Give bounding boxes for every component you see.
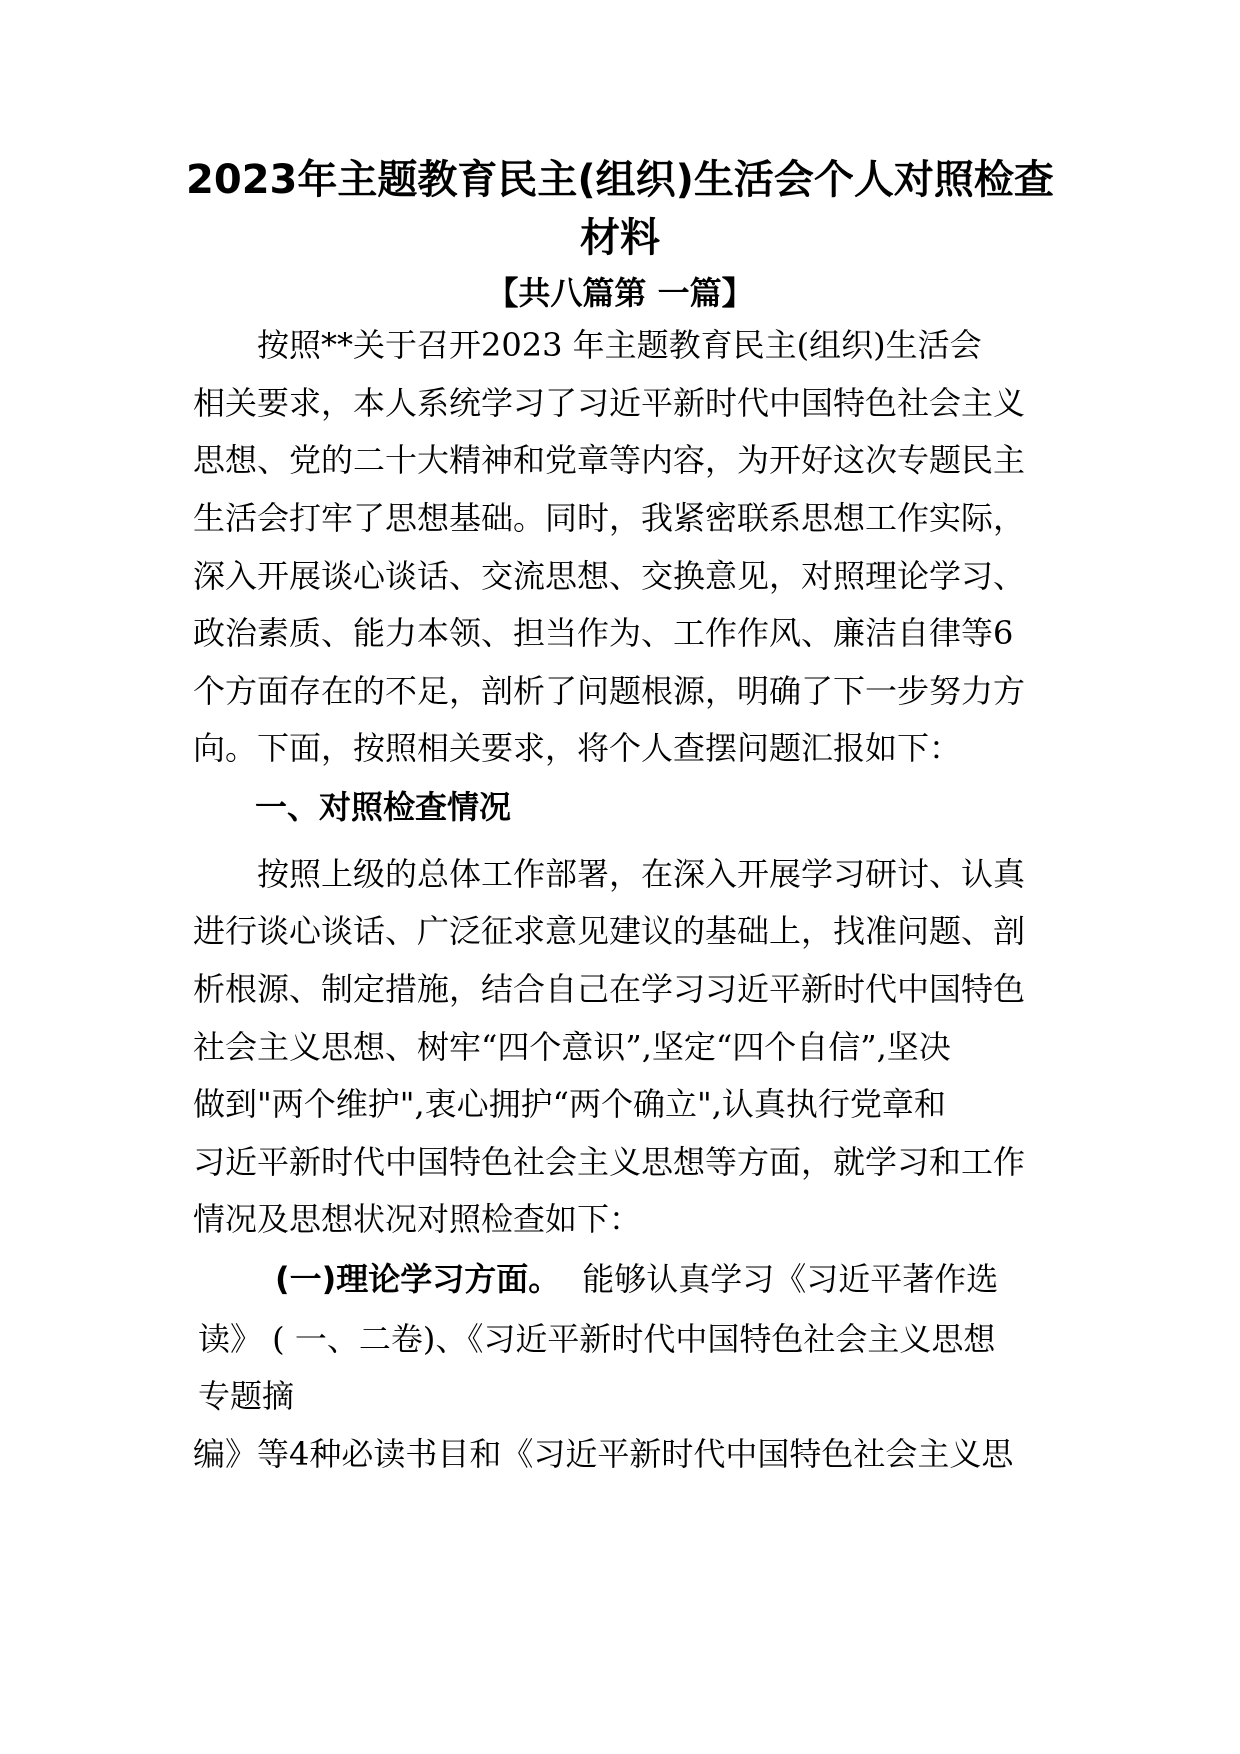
document-title-line-2: 材料 — [580, 215, 660, 261]
section-line: 按照上级的总体工作部署，在深入开展学习研讨、认真 — [193, 855, 1026, 893]
section-line: 进行谈心谈话、广泛征求意见建议的基础上，找准问题、剖 — [193, 912, 1026, 950]
subsection-heading-line — [275, 1251, 998, 1307]
section-heading: 一、对照检查情况 — [255, 788, 512, 826]
intro-line: 深入开展谈心谈话、交流思想、交换意见，对照理论学习、 — [193, 557, 1026, 595]
intro-line: 相关要求，本人系统学习了习近平新时代中国特色社会主义 — [193, 384, 1026, 422]
intro-line: 向。下面，按照相关要求，将个人查摆问题汇报如下： — [193, 729, 962, 767]
subsection-line: 编》等4种必读书目和《习近平新时代中国特色社会主义思 — [193, 1435, 1014, 1473]
intro-line: 按照**关于召开2023 年主题教育民主(组织)生活会 — [193, 326, 982, 364]
document-subtitle: 【共八篇第 一篇】 — [486, 274, 754, 312]
section-line: 做到"两个维护",衷心拥护“两个确立",认真执行党章和 — [193, 1085, 946, 1123]
subsection-heading: (一)理论学习方面。 — [275, 1260, 561, 1298]
section-line: 社会主义思想、树牢“四个意识”,坚定“四个自信”,坚决 — [193, 1028, 951, 1066]
section-line: 析根源、制定措施，结合自己在学习习近平新时代中国特色 — [193, 970, 1026, 1008]
document-title-line-1: 2023年主题教育民主(组织)生活会个人对照检查 — [186, 157, 1054, 203]
subsection-heading-rest: 能够认真学习《习近平著作选 — [582, 1260, 999, 1298]
intro-line: 政治素质、能力本领、担当作为、工作作风、廉洁自律等6 — [193, 614, 1014, 652]
intro-line: 个方面存在的不足，剖析了问题根源，明确了下一步努力方 — [193, 672, 1026, 710]
section-line: 情况及思想状况对照检查如下： — [193, 1200, 642, 1238]
intro-line: 生活会打牢了思想基础。同时，我紧密联系思想工作实际， — [193, 499, 1026, 537]
subsection-line: 专题摘 — [198, 1377, 295, 1415]
section-line: 习近平新时代中国特色社会主义思想等方面，就学习和工作 — [193, 1143, 1026, 1181]
intro-line: 思想、党的二十大精神和党章等内容，为开好这次专题民主 — [193, 441, 1026, 479]
subsection-line: 读》 ( 一、二卷)、《习近平新时代中国特色社会主义思想 — [198, 1320, 996, 1358]
